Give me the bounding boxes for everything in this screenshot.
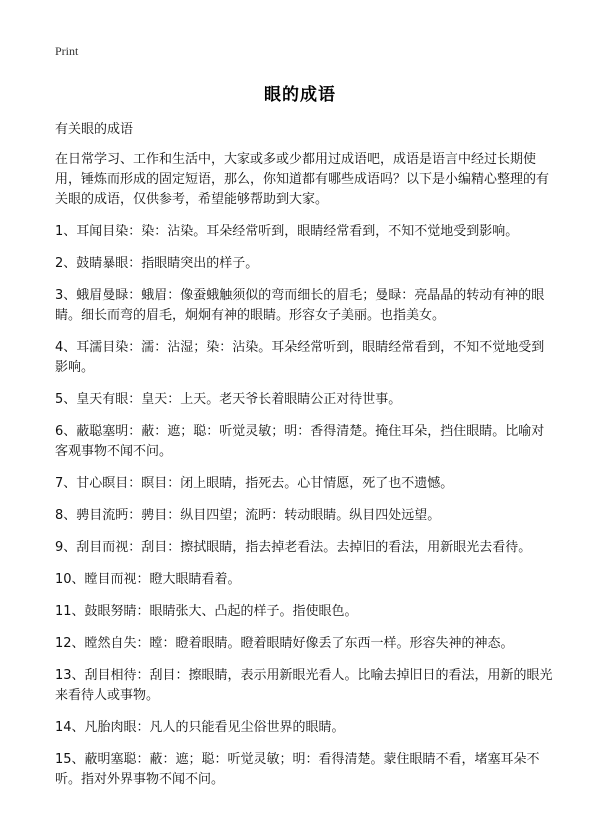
intro-paragraph: 在日常学习、工作和生活中，大家或多或少都用过成语吧，成语是语言中经过长期使用，锤炼而形成的固定短语，那么，你知道都有哪些成语吗？以下是小编精心整理的有关眼的成语，仅供参考，希望能够帮助到大家。 <box>55 152 550 207</box>
idiom-entry: 5、皇天有眼：皇天：上天。老天爷长着眼睛公正对待世事。 <box>55 392 402 407</box>
idiom-entry: 12、瞠然自失：瞠：瞪着眼睛。瞪着眼睛好像丢了东西一样。形容失神的神态。 <box>55 636 514 651</box>
idiom-entry: 8、骋目流眄：骋目：纵目四望；流眄：转动眼睛。纵目四处远望。 <box>55 508 441 523</box>
article-body <box>55 120 555 802</box>
idiom-entry: 6、蔽聪塞明：蔽：遮；聪：听觉灵敏；明：香得清楚。掩住耳朵，挡住眼睛。比喻对客观事物不闻不问。 <box>55 424 545 459</box>
idiom-entry: 4、耳濡目染：濡：沾湿；染：沾染。耳朵经常听到，眼睛经常看到，不知不觉地受到影响。 <box>55 340 545 375</box>
idiom-entry: 14、凡胎肉眼：凡人的只能看见尘俗世界的眼睛。 <box>55 720 345 735</box>
idiom-entry: 15、蔽明塞聪：蔽：遮；聪：听觉灵敏；明：看得清楚。蒙住眼睛不看，堵塞耳朵不听。指对外界事物不闻不问。 <box>55 752 540 787</box>
print-link[interactable]: Print <box>55 44 79 58</box>
idiom-entry: 3、蛾眉曼睩：蛾眉：像蚕蛾触须似的弯而细长的眉毛；曼睩：亮晶晶的转动有神的眼睛。细长而弯的眉毛，炯炯有神的眼睛。形容女子美丽。也指美女。 <box>55 288 545 323</box>
idiom-entry: 7、甘心瞑目：瞑目：闭上眼睛，指死去。心甘情愿，死了也不遗憾。 <box>55 476 454 491</box>
article-subtitle: 有关眼的成语 <box>55 122 134 137</box>
idiom-entry: 9、刮目而视：刮目：擦拭眼睛，指去掉老看法。去掉旧的看法，用新眼光去看待。 <box>55 540 532 555</box>
idiom-entry: 10、瞠目而视：瞪大眼睛看着。 <box>55 572 241 587</box>
idiom-entry: 13、刮目相待：刮目：擦眼睛，表示用新眼光看人。比喻去掉旧日的看法，用新的眼光来看待人或事物。 <box>55 668 553 703</box>
idiom-entry: 1、耳闻目染：染：沾染。耳朵经常听到，眼睛经常看到，不知不觉地受到影响。 <box>55 224 519 239</box>
idiom-entry: 11、鼓眼努睛：眼睛张大、凸起的样子。指使眼色。 <box>55 604 358 619</box>
page-title: 眼的成语 <box>264 85 336 105</box>
idiom-entry: 2、鼓睛暴眼：指眼睛突出的样子。 <box>55 256 259 271</box>
